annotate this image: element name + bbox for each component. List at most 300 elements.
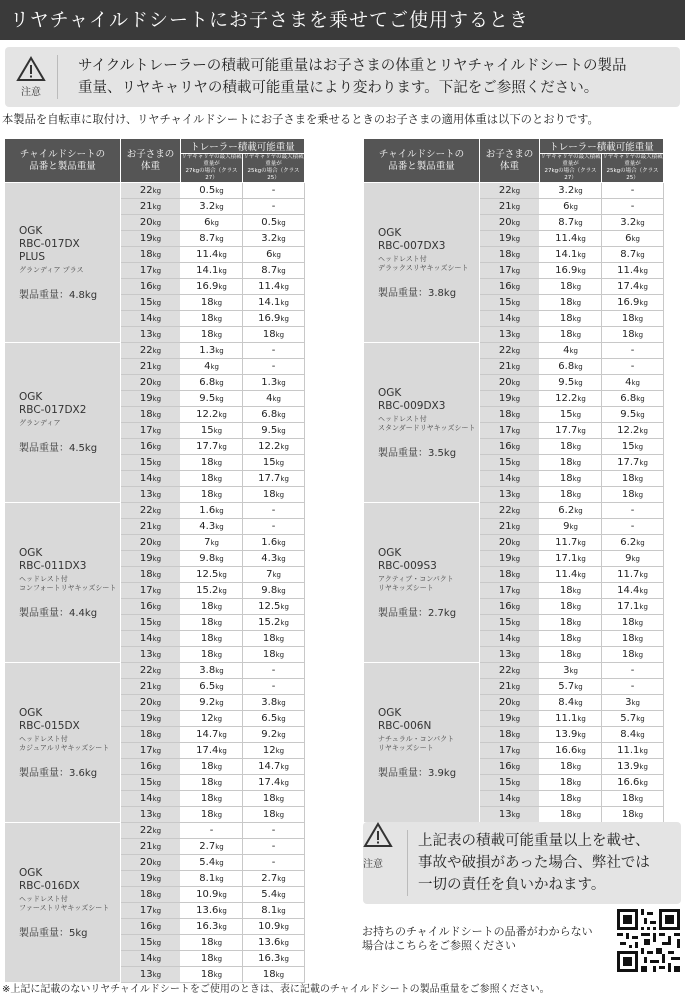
unit-label: kg: [577, 555, 586, 563]
load-class27-cell: [181, 807, 243, 823]
unit-label: kg: [272, 251, 281, 259]
cell-value: 21: [139, 681, 153, 692]
unit-label: kg: [213, 427, 223, 435]
child-weight-cell: [480, 679, 540, 695]
unit-label: kg: [152, 347, 162, 355]
child-weight-cell: [480, 615, 540, 631]
child-weight-cell: [121, 311, 181, 327]
unit-label: kg: [152, 475, 162, 483]
cell-value: 11.4: [196, 249, 219, 260]
load-class27-cell: [540, 679, 602, 695]
unit-label: kg: [215, 859, 224, 867]
unit-label: kg: [218, 587, 227, 595]
cell-value: -: [271, 681, 276, 692]
load-class27-cell: [540, 263, 602, 279]
seat-description: ヘッドレスト付 カジュアルリヤキッズシート: [19, 734, 110, 752]
page-title: リヤチャイルドシートにお子さまを乗せてご使用するとき: [10, 9, 530, 31]
load-class25-cell: [243, 855, 305, 871]
cell-value: 18: [262, 649, 276, 660]
load-class25-cell: [243, 535, 305, 551]
load-class25-cell: [602, 695, 664, 711]
cell-value: 16: [498, 761, 512, 772]
load-class27-cell: [181, 311, 243, 327]
unit-label: kg: [152, 731, 162, 739]
load-class25-cell: [243, 247, 305, 263]
child-weight-cell: [480, 311, 540, 327]
cell-value: 17.7: [617, 457, 640, 468]
child-weight-cell: [121, 487, 181, 503]
cell-value: 3.2: [558, 185, 575, 196]
cell-value: 12.2: [555, 393, 578, 404]
unit-label: kg: [218, 731, 227, 739]
liability-text: [407, 830, 681, 896]
cell-value: 21: [139, 521, 153, 532]
cell-value: -: [271, 841, 276, 852]
child-weight-cell: [121, 647, 181, 663]
seat-brand: OGK: [378, 226, 402, 239]
unit-label: kg: [152, 219, 162, 227]
unit-label: kg: [152, 827, 162, 835]
load-class25-cell: [243, 503, 305, 519]
unit-label: kg: [572, 763, 582, 771]
cell-value: 18: [559, 601, 573, 612]
cell-value: -: [630, 345, 635, 356]
load-class25-cell: [602, 583, 664, 599]
load-class25-cell: [602, 679, 664, 695]
cell-value: 18: [559, 457, 573, 468]
child-weight-cell: [121, 599, 181, 615]
cell-value: 0.5: [261, 217, 278, 228]
unit-label: kg: [511, 715, 521, 723]
unit-label: kg: [639, 571, 648, 579]
seat-brand: OGK: [19, 224, 43, 237]
cell-value: 9.8: [261, 585, 278, 596]
cell-value: 19: [139, 873, 153, 884]
header-trailer-load: トレーラー積載可能重量: [181, 139, 305, 154]
load-class25-cell: [243, 727, 305, 743]
cell-value: 15.2: [258, 617, 281, 628]
cell-value: 22: [498, 505, 512, 516]
load-class25-cell: [243, 631, 305, 647]
cell-value: 17: [139, 905, 153, 916]
cell-value: 12: [200, 713, 214, 724]
seat-code: RBC-017DX2: [19, 404, 87, 416]
cell-value: 16.6: [555, 745, 578, 756]
cell-value: 18: [139, 249, 153, 260]
unit-label: kg: [639, 587, 648, 595]
load-class25-cell: [602, 423, 664, 439]
child-weight-cell: [121, 823, 181, 839]
cell-value: 4.3: [261, 553, 278, 564]
cell-value: 3.2: [199, 201, 216, 212]
cell-value: 11.4: [555, 233, 578, 244]
cell-value: 6.8: [620, 393, 637, 404]
unit-label: kg: [152, 859, 162, 867]
cell-value: 15: [498, 617, 512, 628]
child-weight-cell: [121, 471, 181, 487]
cell-value: 20: [498, 697, 512, 708]
unit-label: kg: [511, 699, 521, 707]
cell-value: 21: [139, 201, 153, 212]
cell-value: -: [630, 681, 635, 692]
child-weight-cell: [480, 327, 540, 343]
load-class25-cell: [602, 247, 664, 263]
load-class27-cell: [181, 887, 243, 903]
load-class25-cell: [243, 391, 305, 407]
load-class25-cell: [243, 887, 305, 903]
load-class25-cell: [602, 199, 664, 215]
unit-label: kg: [574, 363, 583, 371]
unit-label: kg: [152, 699, 162, 707]
cell-value: 22: [139, 665, 153, 676]
load-class25-cell: [243, 423, 305, 439]
child-weight-cell: [121, 407, 181, 423]
child-weight-cell: [121, 343, 181, 359]
cell-value: 18: [200, 777, 214, 788]
child-weight-cell: [121, 391, 181, 407]
cell-value: 15: [559, 409, 573, 420]
unit-label: kg: [511, 411, 521, 419]
unit-label: kg: [280, 923, 289, 931]
unit-label: kg: [577, 731, 586, 739]
load-class27-cell: [181, 663, 243, 679]
unit-label: kg: [572, 619, 582, 627]
unit-label: kg: [218, 251, 227, 259]
unit-label: kg: [577, 715, 586, 723]
child-weight-cell: [480, 487, 540, 503]
unit-label: kg: [511, 379, 521, 387]
unit-label: kg: [572, 779, 582, 787]
unit-label: kg: [577, 747, 586, 755]
unit-label: kg: [152, 251, 162, 259]
seat-description: グランディア: [19, 419, 61, 427]
unit-label: kg: [275, 747, 285, 755]
child-weight-cell: [121, 199, 181, 215]
cell-value: 3: [563, 665, 570, 676]
load-class25-cell: [602, 775, 664, 791]
unit-label: kg: [215, 843, 224, 851]
unit-label: kg: [275, 459, 285, 467]
cell-value: 18: [200, 633, 214, 644]
unit-label: kg: [275, 331, 285, 339]
unit-label: kg: [639, 747, 648, 755]
load-class27-cell: [181, 279, 243, 295]
cell-value: 12.2: [196, 409, 219, 420]
qr-code-icon[interactable]: [617, 909, 680, 972]
child-weight-cell: [480, 695, 540, 711]
child-weight-cell: [480, 743, 540, 759]
header-child-weight: お子さまの 体重: [480, 139, 540, 183]
cell-value: 14.1: [258, 297, 281, 308]
cell-value: 20: [498, 537, 512, 548]
caution-badge: [5, 47, 57, 107]
unit-label: kg: [152, 587, 162, 595]
load-class25-cell: [602, 359, 664, 375]
load-class27-cell: [540, 583, 602, 599]
unit-label: kg: [511, 571, 521, 579]
cell-value: 17: [139, 745, 153, 756]
unit-label: kg: [277, 731, 286, 739]
child-weight-cell: [480, 423, 540, 439]
load-class27-cell: [181, 823, 243, 839]
unit-label: kg: [215, 875, 224, 883]
unit-label: kg: [152, 811, 162, 819]
child-weight-cell: [121, 519, 181, 535]
cell-value: 21: [139, 841, 153, 852]
cell-value: 21: [498, 521, 512, 532]
unit-label: kg: [511, 347, 521, 355]
load-class25-cell: [243, 775, 305, 791]
child-weight-cell: [480, 791, 540, 807]
unit-label: kg: [215, 523, 224, 531]
cell-value: 16: [498, 281, 512, 292]
child-weight-cell: [480, 503, 540, 519]
unit-label: kg: [213, 779, 223, 787]
seat-brand: OGK: [19, 706, 43, 719]
cell-value: 16.9: [617, 297, 640, 308]
load-class25-cell: [602, 375, 664, 391]
load-class25-cell: [602, 327, 664, 343]
unit-label: kg: [213, 811, 223, 819]
load-class27-cell: [181, 375, 243, 391]
unit-label: kg: [572, 315, 582, 323]
cell-value: 20: [139, 537, 153, 548]
unit-label: kg: [572, 635, 582, 643]
unit-label: kg: [574, 379, 583, 387]
cell-value: 18: [200, 809, 214, 820]
cell-value: 14.1: [196, 265, 219, 276]
child-weight-cell: [480, 663, 540, 679]
cell-value: 2.7: [261, 873, 278, 884]
child-weight-cell: [480, 599, 540, 615]
cell-value: 16: [498, 441, 512, 452]
load-class25-cell: [243, 263, 305, 279]
unit-label: kg: [511, 219, 521, 227]
child-weight-cell: [480, 711, 540, 727]
load-class25-cell: [602, 727, 664, 743]
cell-value: 16: [139, 601, 153, 612]
load-class27-cell: [181, 439, 243, 455]
cell-value: 19: [139, 713, 153, 724]
seat-model-cell: [5, 823, 121, 983]
cell-value: 6.2: [558, 505, 575, 516]
unit-label: kg: [277, 907, 286, 915]
unit-label: kg: [152, 203, 162, 211]
unit-label: kg: [631, 235, 640, 243]
unit-label: kg: [511, 187, 521, 195]
load-class27-cell: [540, 215, 602, 231]
cell-value: -: [271, 345, 276, 356]
load-class27-cell: [181, 423, 243, 439]
load-class27-cell: [181, 519, 243, 535]
load-class25-cell: [243, 231, 305, 247]
seat-code: RBC-011DX3: [19, 559, 87, 572]
child-weight-cell: [121, 231, 181, 247]
cell-value: 15: [139, 457, 153, 468]
cell-value: 21: [498, 361, 512, 372]
child-weight-cell: [121, 583, 181, 599]
cell-value: 9.2: [199, 697, 216, 708]
child-weight-cell: [121, 503, 181, 519]
child-weight-cell: [121, 791, 181, 807]
load-class27-cell: [181, 871, 243, 887]
warning-triangle-icon: [16, 56, 46, 82]
cell-value: 11.7: [617, 569, 640, 580]
seat-description: ヘッドレスト付 コンフォートリヤキッズシート: [19, 574, 117, 592]
cell-value: 20: [139, 217, 153, 228]
cell-value: 14: [498, 313, 512, 324]
cell-value: 12.2: [258, 441, 281, 452]
child-weight-cell: [480, 375, 540, 391]
unit-label: kg: [280, 763, 289, 771]
caution-badge: [363, 822, 407, 904]
cell-value: 8.7: [199, 233, 216, 244]
warning-triangle-icon: [363, 822, 393, 848]
cell-value: 11.4: [258, 281, 281, 292]
load-class27-cell: [181, 695, 243, 711]
seat-product-weight: 製品重量：4.5kg: [19, 443, 98, 454]
cell-value: 6.5: [261, 713, 278, 724]
child-weight-cell: [121, 279, 181, 295]
cell-value: 18: [621, 313, 635, 324]
cell-value: 19: [498, 553, 512, 564]
cell-value: 11.7: [555, 537, 578, 548]
cell-value: 12.5: [196, 569, 219, 580]
cell-value: 12.2: [617, 425, 640, 436]
child-weight-cell: [121, 615, 181, 631]
unit-label: kg: [572, 411, 582, 419]
cell-value: 19: [139, 553, 153, 564]
unit-label: kg: [218, 411, 227, 419]
cell-value: -: [630, 201, 635, 212]
child-weight-cell: [121, 919, 181, 935]
load-class27-cell: [181, 391, 243, 407]
cell-value: 5.7: [620, 713, 637, 724]
unit-label: kg: [511, 747, 521, 755]
load-class27-cell: [181, 727, 243, 743]
unit-label: kg: [215, 203, 224, 211]
cell-value: 14: [139, 473, 153, 484]
cell-value: 12: [262, 745, 276, 756]
cell-value: 22: [139, 825, 153, 836]
load-class25-cell: [243, 663, 305, 679]
unit-label: kg: [572, 795, 582, 803]
child-weight-cell: [480, 231, 540, 247]
cell-value: 11.1: [555, 713, 578, 724]
header-seat: チャイルドシートの 品番と製品重量: [5, 139, 121, 183]
cell-value: 18: [621, 329, 635, 340]
cell-value: 13.6: [258, 937, 281, 948]
load-class25-cell: [243, 951, 305, 967]
unit-label: kg: [639, 779, 648, 787]
load-class27-cell: [181, 487, 243, 503]
unit-label: kg: [572, 443, 582, 451]
unit-label: kg: [511, 507, 521, 515]
load-class27-cell: [540, 183, 602, 199]
unit-label: kg: [569, 347, 578, 355]
cell-value: 16: [139, 921, 153, 932]
cell-value: 16.9: [258, 313, 281, 324]
cell-value: 18: [139, 569, 153, 580]
unit-label: kg: [152, 491, 162, 499]
unit-label: kg: [275, 971, 285, 979]
cell-value: 18: [200, 457, 214, 468]
load-class25-cell: [243, 599, 305, 615]
load-class25-cell: [602, 279, 664, 295]
load-class25-cell: [602, 439, 664, 455]
unit-label: kg: [511, 763, 521, 771]
unit-label: kg: [511, 427, 521, 435]
load-class27-cell: [181, 775, 243, 791]
unit-label: kg: [213, 603, 223, 611]
unit-label: kg: [275, 811, 285, 819]
load-class27-cell: [540, 551, 602, 567]
cell-value: -: [271, 505, 276, 516]
unit-label: kg: [574, 699, 583, 707]
unit-label: kg: [511, 523, 521, 531]
load-class25-cell: [602, 183, 664, 199]
load-class25-cell: [602, 215, 664, 231]
cell-value: 18: [200, 937, 214, 948]
unit-label: kg: [577, 539, 586, 547]
child-weight-cell: [480, 263, 540, 279]
child-weight-cell: [121, 903, 181, 919]
cell-value: 14: [139, 793, 153, 804]
liability-line: 一切の責任を負いかねます。: [418, 877, 606, 893]
unit-label: kg: [634, 475, 644, 483]
child-weight-cell: [121, 727, 181, 743]
cell-value: 14: [139, 313, 153, 324]
load-class25-cell: [243, 311, 305, 327]
unit-label: kg: [210, 363, 219, 371]
unit-label: kg: [152, 955, 162, 963]
cell-value: 9.8: [199, 553, 216, 564]
unit-label: kg: [577, 235, 586, 243]
unit-label: kg: [639, 299, 648, 307]
cell-value: 13.6: [196, 905, 219, 916]
load-class27-cell: [181, 759, 243, 775]
unit-label: kg: [152, 603, 162, 611]
unit-label: kg: [152, 539, 162, 547]
unit-label: kg: [152, 283, 162, 291]
unit-label: kg: [213, 315, 223, 323]
seat-code: RBC-017DX PLUS: [19, 237, 80, 263]
unit-label: kg: [213, 715, 223, 723]
child-weight-cell: [121, 551, 181, 567]
cell-value: 21: [498, 681, 512, 692]
load-class25-cell: [243, 839, 305, 855]
unit-label: kg: [280, 315, 289, 323]
child-weight-cell: [121, 183, 181, 199]
unit-label: kg: [152, 939, 162, 947]
load-class25-cell: [243, 615, 305, 631]
cell-value: 13: [139, 969, 153, 980]
load-class27-cell: [540, 295, 602, 311]
seat-brand: OGK: [19, 866, 43, 879]
cell-value: 16: [139, 441, 153, 452]
load-class27-cell: [181, 583, 243, 599]
unit-label: kg: [639, 763, 648, 771]
child-weight-cell: [121, 567, 181, 583]
cell-value: 8.7: [261, 265, 278, 276]
cell-value: 16: [498, 601, 512, 612]
header-load25: リヤキャリヤの最大積載重量が 25kgの場合（クラス25）: [602, 154, 663, 181]
child-weight-cell: [121, 871, 181, 887]
unit-label: kg: [152, 795, 162, 803]
seat-brand: OGK: [19, 546, 43, 559]
cell-value: 4: [266, 393, 273, 404]
cell-value: -: [630, 505, 635, 516]
